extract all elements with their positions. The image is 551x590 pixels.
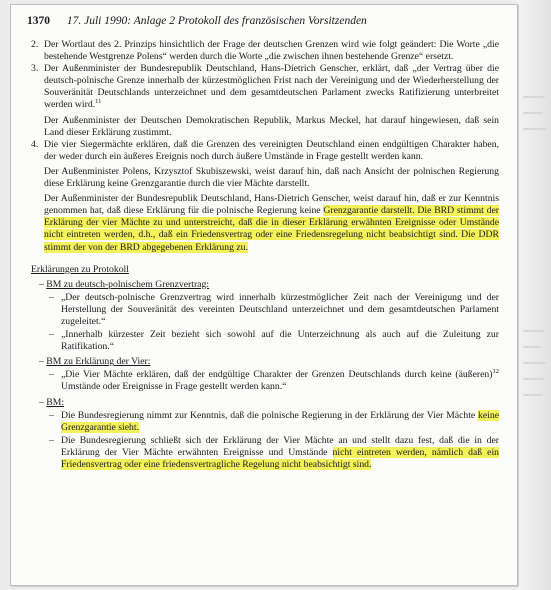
text-run: Der Außenminister der Bundesrepublik Deutschland, Hans-Dietrich Genscher, erklärt, daß „der Vertrag über die deutsch-polnische Grenze innerhalb der kürzestmöglichen Frist nach der Vereinigung und der Wiederherstellung der Souveränität Deutschlands unterzeichnet und dem gesamtdeutschen Parlament zwecks Ratifizierung unterbreitet werden wird. — [44, 63, 499, 111]
paragraph — [44, 166, 499, 190]
paragraph — [44, 39, 499, 63]
text-run: „Innerhalb kürzester Zeit bezieht sich sowohl auf die Unterzeichnung als auch auf die Zuleitung zur Ratifikation.“ — [61, 329, 499, 353]
numbered-items — [31, 39, 499, 254]
footnote-ref: 11 — [95, 98, 102, 106]
protocol-entry — [45, 329, 499, 353]
paragraph — [44, 115, 499, 139]
text-run: Der Außenminister der Bundesrepublik Deutschland, Hans-Dietrich Genscher, weist darauf hin, daß er zur Kenntnis genommen hat, daß diese Erklärung für die polnische Regierung keine — [44, 193, 499, 217]
subsection-heading-text: BM: — [46, 396, 65, 408]
item-number: 4. — [31, 138, 39, 150]
footnote-ref: 12 — [492, 368, 499, 376]
paragraph — [44, 63, 499, 111]
item-number: 3. — [31, 63, 39, 75]
dash-marker: – — [49, 291, 54, 303]
protocol-entry — [45, 410, 499, 434]
highlighted-text: keine Grenzgarantie sieht. — [61, 409, 499, 433]
protocol-entry — [45, 369, 499, 393]
text-run: Die Bundesregierung nimmt zur Kenntnis, daß die polnische Regierung in der Erklärung der Vier Mächte — [61, 409, 479, 421]
text-run: „Die Vier Mächte erklären, daß der endgültige Charakter der Grenzen Deutschlands durch keine (äußeren) — [61, 369, 493, 381]
dash-marker: – — [49, 369, 54, 381]
protocol-entry — [45, 435, 499, 471]
dash-marker: – — [49, 329, 54, 341]
text-run: Die vier Siegermächte erklären, daß die Grenzen des vereinigten Deutschland einen endgültigen Charakter haben, der weder durch ein äußeres Ereignis noch durch äußere Umstände in Frage gestellt werden kann. — [44, 138, 499, 162]
protocol-subsection — [31, 356, 499, 393]
protocol-section — [31, 264, 499, 472]
subsection-heading — [39, 356, 499, 368]
document-page — [10, 4, 518, 586]
dash-marker: – — [49, 434, 54, 446]
text-run: Der Außenminister Polens, Krzysztof Skubiszewski, weist darauf hin, daß nach Ansicht der polnischen Regierung diese Erklärung keine Grenzgarantie durch die vier Mächte darstellt. — [44, 165, 499, 190]
text-run: Umstände oder Ereignisse in Frage gestellt werden kann.“ — [61, 381, 287, 393]
page-header — [27, 15, 367, 27]
protocol-entry — [45, 292, 499, 328]
subsection-heading — [39, 397, 499, 409]
item-number: 2. — [31, 39, 39, 50]
subsection-heading-text: BM zu deutsch-polnischem Grenzvertrag: — [46, 278, 210, 290]
adjacent-page-edge — [517, 0, 551, 590]
numbered-item — [31, 39, 499, 63]
highlighted-text: Grenzgarantie darstellt. Die BRD stimmt der Erklärung der vier Mächte zu und unterstreicht, daß die in dieser Erklärung erwähnten Ereignisse oder Umstände nicht eintreten werden, d.h., daß ein Friedensvertrag oder eine Friedensregelung nicht beabsichtigt sind. Die DDR stimmt der von der BRD abgegebenen Erklärung zu. — [44, 205, 499, 253]
dash-marker: – — [39, 278, 47, 290]
dash-marker: – — [49, 409, 54, 421]
text-run: Der Außenminister der Deutschen Demokratischen Republik, Markus Meckel, hat darauf hingewiesen, daß sein Land dieser Erklärung zustimmt. — [44, 114, 499, 138]
protocol-subsection — [31, 397, 499, 472]
dash-marker: – — [39, 396, 47, 408]
subsection-heading — [39, 279, 499, 291]
subsection-heading-text: BM zu Erklärung der Vier: — [46, 356, 151, 368]
paragraph — [44, 139, 499, 163]
paragraph — [44, 193, 499, 253]
page-number: 1370 — [27, 15, 50, 27]
page-title: 17. Juli 1990: Anlage 2 Protokoll des französischen Vorsitzenden — [66, 15, 367, 27]
numbered-item — [31, 139, 499, 254]
protocol-subsection — [31, 279, 499, 354]
highlighted-text: nicht eintreten werden, nämlich daß ein Friedensvertrag oder eine friedensvertragliche Regelung nicht beabsichtigt sind. — [61, 446, 499, 470]
protocol-heading: Erklärungen zu Protokoll — [31, 263, 129, 275]
text-run: Die Bundesregierung schließt sich der Erklärung der Vier Mächte an und stellt dazu fest, daß die in der Erklärung der Vier Mächte erwähnten Ereignisse und Umstände — [61, 434, 499, 458]
text-run: „Der deutsch-polnische Grenzvertrag wird innerhalb kürzestmöglicher Zeit nach der Vereinigung und der Herstellung der Souveränität des vereinten Deutschland unterzeichnet und dem gesamtdeutschen Parlament zugeleitet.“ — [61, 291, 499, 327]
dash-marker: – — [39, 356, 47, 368]
document-body — [31, 39, 499, 471]
text-run: Der Wortlaut des 2. Prinzips hinsichtlich der Frage der deutschen Grenzen wird wie folgt geändert: Die Worte „die bestehende Westgrenze Polens“ werden durch die Worte „die zwischen ihnen bestehende Grenze“ ersetzt. — [44, 39, 499, 63]
protocol-subsections — [31, 279, 499, 471]
numbered-item — [31, 63, 499, 139]
